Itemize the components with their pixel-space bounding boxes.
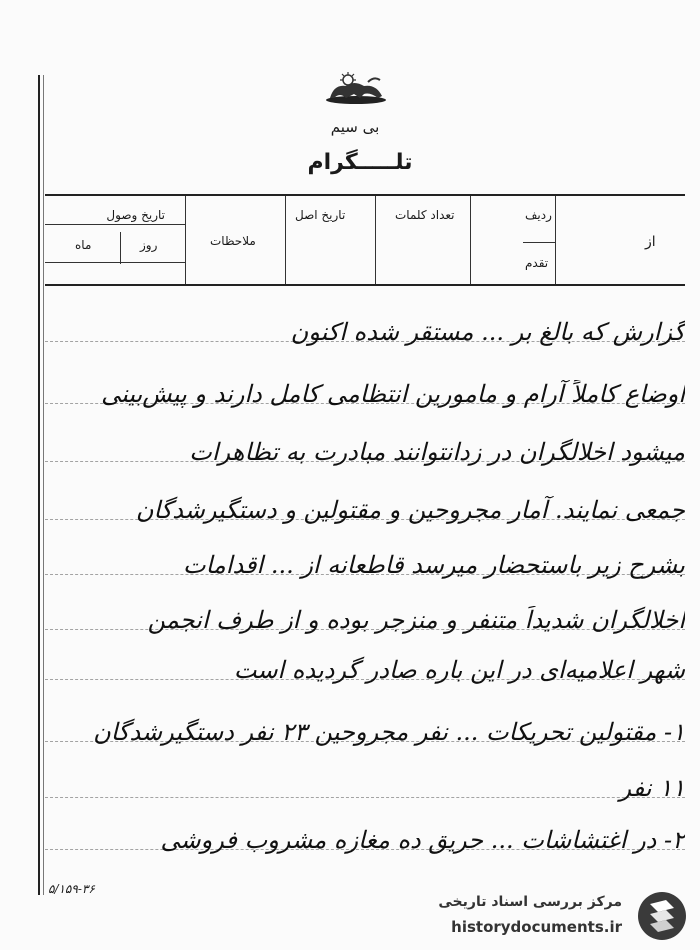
letter-line: شهر اعلامیه‌ای در این باره صادر گردیده است <box>45 656 685 684</box>
receipt-subrow-line <box>45 224 185 225</box>
letter-line: اوضاع کاملاً آرام و مامورین انتظامی کامل دارند و پیش‌بینی <box>45 380 685 408</box>
receipt-subrow-line <box>45 262 185 263</box>
table-divider <box>470 196 471 284</box>
letter-line: گزارش که بالغ بر ... مستقر شده اکنون <box>45 318 685 346</box>
telegram-form-table <box>45 194 685 286</box>
table-divider <box>120 232 121 264</box>
table-divider <box>375 196 376 284</box>
letter-line: ۱- مقتولین تحریکات ... نفر مجروحین ۲۳ نفر دستگیرشدگان <box>45 718 685 746</box>
origin-date-label: تاریخ اصل <box>295 208 346 222</box>
word-count-label: تعداد کلمات <box>395 208 455 222</box>
letter-line: ۱۱ نفر <box>45 774 685 802</box>
table-divider <box>185 196 186 284</box>
letter-line: اخلالگران شدیداً متنفر و منزجر بوده و از طرف انجمن <box>45 606 685 634</box>
scan-border-left-inner <box>43 75 44 895</box>
month-label: ماه <box>75 238 92 252</box>
document-reference-number: ۵/۱۵۹-۳۶ <box>48 882 95 896</box>
watermark-org-name: مرکز بررسی اسناد تاریخی <box>438 894 622 910</box>
letter-line: بشرح زیر باستحضار میرسد قاطعانه از ... اقدامات <box>45 551 685 579</box>
header-title: تلـــــگرام <box>307 150 413 175</box>
lion-and-sun-emblem-icon <box>320 70 392 106</box>
letter-line: میشود اخلالگران در زدانتوانند مبادرت به تظاهرات <box>45 438 685 466</box>
table-divider <box>285 196 286 284</box>
table-divider <box>555 196 556 284</box>
letter-line: ۲- در اغتشاشات ... حریق ده مغازه مشروب فروشی <box>45 826 685 854</box>
archive-watermark <box>407 888 692 944</box>
from-label: از <box>645 234 656 250</box>
archive-logo-icon <box>636 890 688 942</box>
day-label: روز <box>140 238 158 252</box>
letter-line: جمعی نمایند. آمار مجروحین و مقتولین و دستگیرشدگان <box>45 496 685 524</box>
row-label: ردیف <box>525 208 552 222</box>
header-subtitle: بی سیم <box>330 118 380 136</box>
priority-label: تقدم <box>525 256 549 270</box>
row-subline <box>523 242 555 243</box>
scan-border-left <box>38 75 40 895</box>
watermark-site: historydocuments.ir <box>451 918 622 936</box>
receipt-date-label: تاریخ وصول <box>106 208 165 222</box>
notes-label: ملاحظات <box>210 234 256 248</box>
